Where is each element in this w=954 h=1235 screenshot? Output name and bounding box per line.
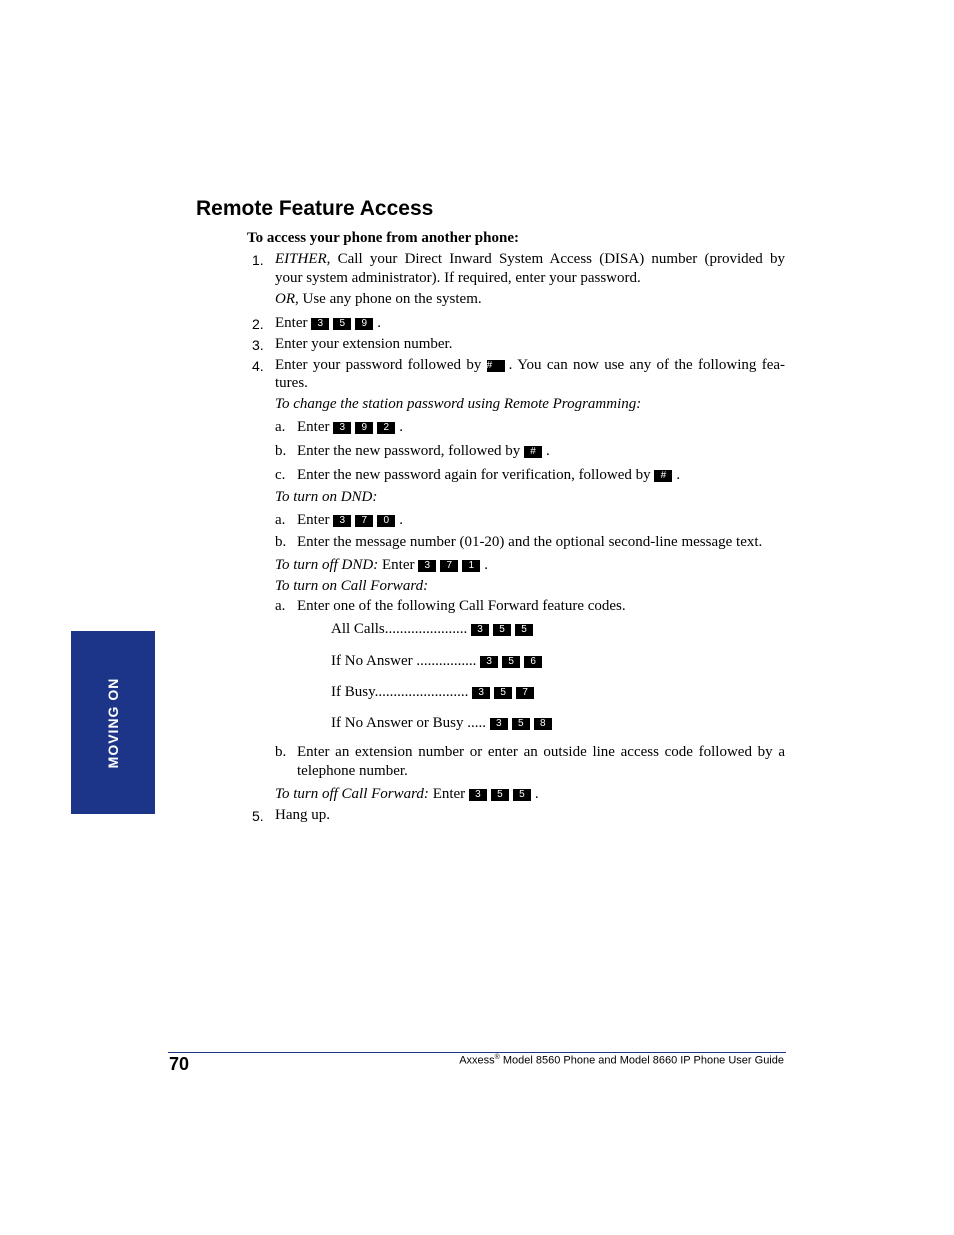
- key-5: 5: [512, 718, 530, 730]
- cf-b-line-1: Enter an extension number or enter an outside line access code followed by a: [297, 744, 785, 760]
- cf-a-letter: a.: [275, 598, 286, 614]
- step-1-number: 1.: [252, 252, 264, 268]
- either-label: EITHER,: [275, 251, 331, 267]
- leader-dots: ................: [416, 653, 477, 669]
- key-7: 7: [355, 515, 373, 527]
- step-1-or: [275, 291, 482, 308]
- dnd-off: To turn off DND: Enter 3 7 1 .: [275, 557, 488, 573]
- key-5: 5: [513, 789, 531, 801]
- key-3: 3: [472, 687, 490, 699]
- leader-dots: .....: [467, 715, 486, 731]
- cf-b-line-2: telephone number.: [297, 763, 408, 779]
- cf-a-text: Enter one of the following Call Forward feature codes.: [297, 598, 626, 614]
- step-4-number: 4.: [252, 358, 264, 374]
- key-9: 9: [355, 318, 373, 330]
- key-5: 5: [493, 624, 511, 636]
- cf-code-label: If Busy: [331, 684, 375, 700]
- leader-dots: .........................: [374, 684, 469, 700]
- cf-code-label: If No Answer: [331, 653, 413, 669]
- dnd-a-letter: a.: [275, 512, 286, 528]
- page-number: 70: [169, 1054, 190, 1074]
- cf-b-letter: b.: [275, 744, 287, 760]
- password-heading: To change the station password using Remote Programming:: [275, 396, 642, 412]
- procedure-intro: To access your phone from another phone:: [247, 230, 519, 246]
- key-hash: #: [524, 446, 542, 458]
- cf-on-heading: To turn on Call Forward:: [275, 578, 429, 594]
- step-4-line-1: [275, 357, 785, 374]
- password-b-text: Enter the new password, followed by: [297, 443, 521, 459]
- key-0: 0: [377, 515, 395, 527]
- dnd-b-text: Enter the message number (01-20) and the optional second-line message text.: [297, 534, 763, 550]
- side-tab-label: MOVING ON: [105, 677, 121, 768]
- cf-off: To turn off Call Forward: Enter 3 5 5 .: [275, 786, 539, 802]
- step-4-text-a: Enter your password followed by: [275, 357, 482, 373]
- key-5: 5: [494, 687, 512, 699]
- cf-code-row: [331, 621, 571, 638]
- step-3-number: 3.: [252, 337, 264, 353]
- dnd-off-text: Enter: [381, 557, 415, 573]
- step-1-text: Call your Direct Inward System Access (DISA) number (provided by: [330, 251, 785, 267]
- key-hash: #: [487, 360, 505, 372]
- footer-title: [459, 1054, 784, 1067]
- key-3: 3: [490, 718, 508, 730]
- cf-off-label: To turn off Call Forward:: [275, 786, 429, 802]
- or-text: , Use any phone on the system.: [295, 291, 482, 307]
- key-7: 7: [440, 560, 458, 572]
- password-a-letter: a.: [275, 419, 286, 435]
- step-4-text-b: . You can now use any of the following fea-: [508, 357, 786, 373]
- password-c-text: Enter the new password again for verification, followed by: [297, 467, 651, 483]
- or-label: OR: [275, 291, 295, 307]
- key-3: 3: [333, 515, 351, 527]
- key-1: 1: [462, 560, 480, 572]
- footer-rule: [168, 1052, 786, 1053]
- step-5-number: 5.: [252, 808, 264, 824]
- key-3: 3: [418, 560, 436, 572]
- key-6: 6: [524, 656, 542, 668]
- footer-brand: Axxess: [459, 1054, 495, 1067]
- step-2: Enter 3 5 9 .: [275, 315, 381, 331]
- step-1-line-2: your system administrator). If required, enter your password.: [275, 270, 641, 286]
- section-side-tab: [71, 631, 155, 814]
- cf-off-text: Enter: [432, 786, 466, 802]
- key-5: 5: [502, 656, 520, 668]
- key-5: 5: [333, 318, 351, 330]
- key-3: 3: [471, 624, 489, 636]
- dnd-on-heading: To turn on DND:: [275, 489, 378, 505]
- password-step-c: Enter the new password again for verification, followed by # .: [297, 467, 681, 483]
- cf-code-label: All Calls: [331, 621, 385, 637]
- password-step-b: Enter the new password, followed by # .: [297, 443, 550, 459]
- page-title: Remote Feature Access: [196, 197, 434, 220]
- key-2: 2: [377, 422, 395, 434]
- key-7: 7: [516, 687, 534, 699]
- cf-code-row: [331, 684, 571, 701]
- dnd-off-label: To turn off DND:: [275, 557, 379, 573]
- step-2-number: 2.: [252, 316, 264, 332]
- step-1-line-1: [275, 251, 785, 268]
- password-c-letter: c.: [275, 467, 286, 483]
- footer-guide-name: Model 8560 Phone and Model 8660 IP Phone User Guide: [499, 1054, 784, 1067]
- registered-mark: ®: [494, 1054, 500, 1061]
- key-9: 9: [355, 422, 373, 434]
- leader-dots: ......................: [384, 621, 468, 637]
- key-3: 3: [333, 422, 351, 434]
- dnd-b-letter: b.: [275, 534, 287, 550]
- password-b-letter: b.: [275, 443, 287, 459]
- step-4-line-2: tures.: [275, 375, 308, 391]
- password-step-a: Enter 3 9 2 .: [297, 419, 403, 435]
- step-3-text: Enter your extension number.: [275, 336, 453, 352]
- password-a-text: Enter: [297, 419, 330, 435]
- cf-code-row: [331, 653, 571, 670]
- cf-code-row: [331, 715, 571, 732]
- key-3: 3: [480, 656, 498, 668]
- key-5: 5: [515, 624, 533, 636]
- key-hash: #: [654, 470, 672, 482]
- key-3: 3: [469, 789, 487, 801]
- key-5: 5: [491, 789, 509, 801]
- cf-code-label: If No Answer or Busy: [331, 715, 464, 731]
- step-5-text: Hang up.: [275, 807, 330, 823]
- key-3: 3: [311, 318, 329, 330]
- dnd-step-a: Enter 3 7 0 .: [297, 512, 403, 528]
- dnd-a-text: Enter: [297, 512, 330, 528]
- key-8: 8: [534, 718, 552, 730]
- step-2-text: Enter: [275, 315, 308, 331]
